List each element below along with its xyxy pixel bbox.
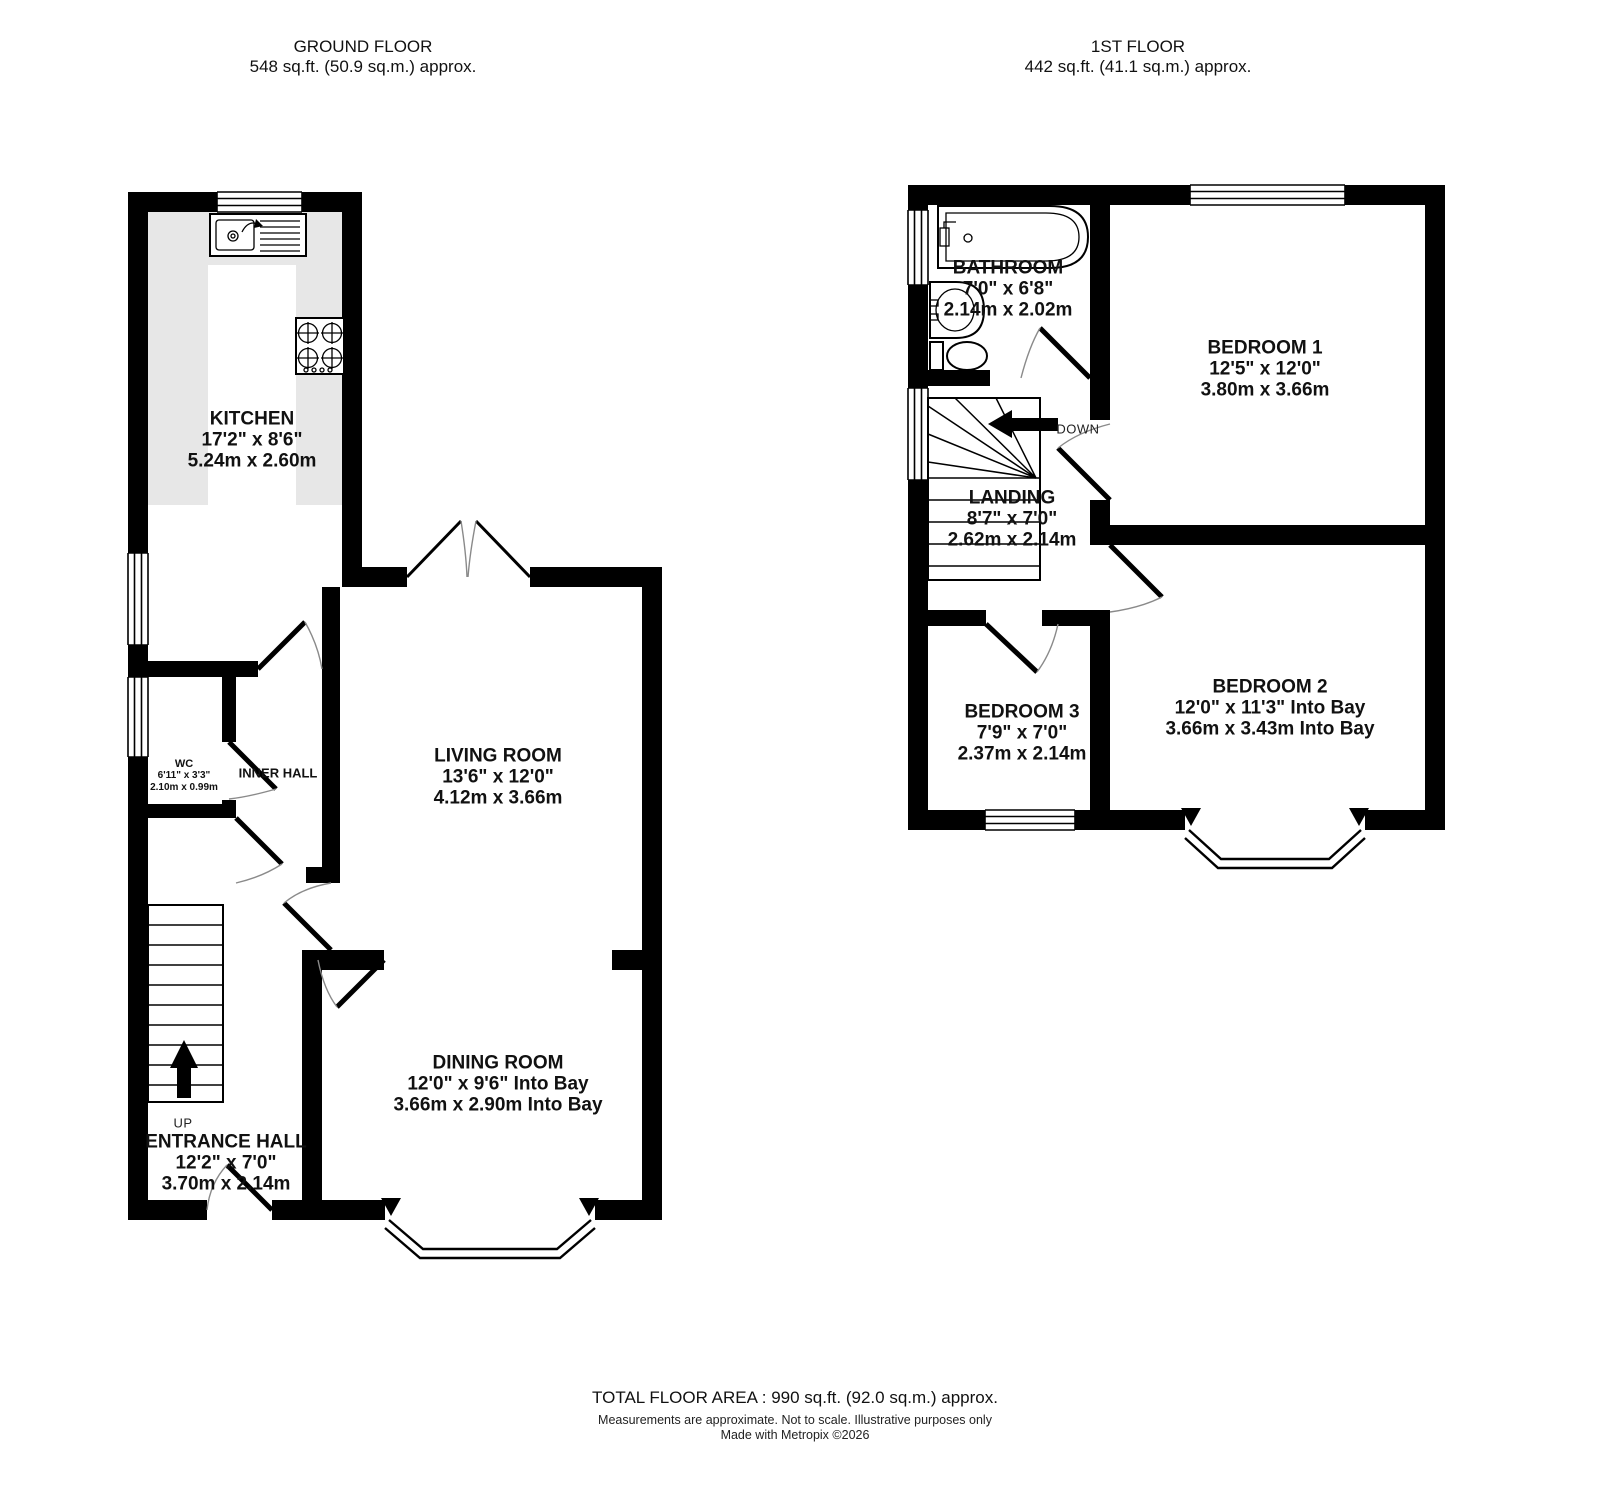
floor-title-text: GROUND FLOOR [293, 37, 433, 56]
first-floor-title [1025, 37, 1252, 77]
down-label: DOWN [1056, 421, 1100, 437]
door-bedroom3 [986, 624, 1058, 672]
stairs-up [148, 905, 223, 1102]
floor-area-text: 442 sq.ft. (41.1 sq.m.) approx. [1024, 57, 1252, 76]
bedroom2-label: BEDROOM 2 12'0" x 11'3" Into Bay 3.66m x 3.43m Into Bay [1165, 676, 1375, 740]
up-label: UP [173, 1115, 193, 1131]
entrance-hall-label: ENTRANCE HALL 12'2" x 7'0" 3.70m x 2.14m [145, 1131, 307, 1195]
window [128, 677, 148, 757]
total-floor-area: TOTAL FLOOR AREA : 990 sq.ft. (92.0 sq.m.) approx. [592, 1388, 998, 1407]
toilet-icon [930, 342, 987, 370]
footer-credit: Made with Metropix ©2026 [720, 1428, 870, 1442]
door-bathroom [1021, 328, 1090, 378]
kitchen-label: KITCHEN 17'2" x 8'6" 5.24m x 2.60m [187, 408, 317, 472]
window [128, 553, 148, 645]
door-hall [236, 818, 282, 883]
landing-label: LANDING 8'7" x 7'0" 2.62m x 2.14m [947, 487, 1077, 551]
living-room-label: LIVING ROOM 13'6" x 12'0" 4.12m x 3.66m [433, 745, 563, 809]
door-bedroom2 [1110, 545, 1162, 612]
floor-area-text: 548 sq.ft. (50.9 sq.m.) approx. [249, 57, 477, 76]
window [985, 810, 1075, 830]
sink-icon [210, 214, 306, 256]
bedroom3-label: BEDROOM 3 7'9" x 7'0" 2.37m x 2.14m [957, 701, 1087, 765]
floor-title-text: 1ST FLOOR [1090, 37, 1186, 56]
dining-room-label: DINING ROOM 12'0" x 9'6" Into Bay 3.66m x 2.90m Into Bay [393, 1052, 603, 1116]
bathroom-label: BATHROOM 7'0" x 6'8" 2.14m x 2.02m [943, 257, 1073, 321]
door-living [284, 883, 331, 950]
window [908, 210, 928, 285]
ground-bay-window [381, 1198, 599, 1258]
bedroom1-label: BEDROOM 1 12'5" x 12'0" 3.80m x 3.66m [1200, 337, 1330, 401]
french-doors [407, 521, 530, 577]
window [217, 192, 302, 212]
hob-icon [296, 318, 344, 374]
door-kitchen-innerhall [258, 622, 322, 669]
window [1190, 185, 1345, 205]
ground-floor-title [250, 37, 477, 77]
first-bay-window [1181, 808, 1369, 868]
inner-hall-label: INNER HALL [238, 765, 318, 781]
footer-disclaimer: Measurements are approximate. Not to scale. Illustrative purposes only [598, 1413, 992, 1427]
window [908, 388, 928, 480]
wc-label: WC 6'11" x 3'3" 2.10m x 0.99m [150, 758, 218, 793]
